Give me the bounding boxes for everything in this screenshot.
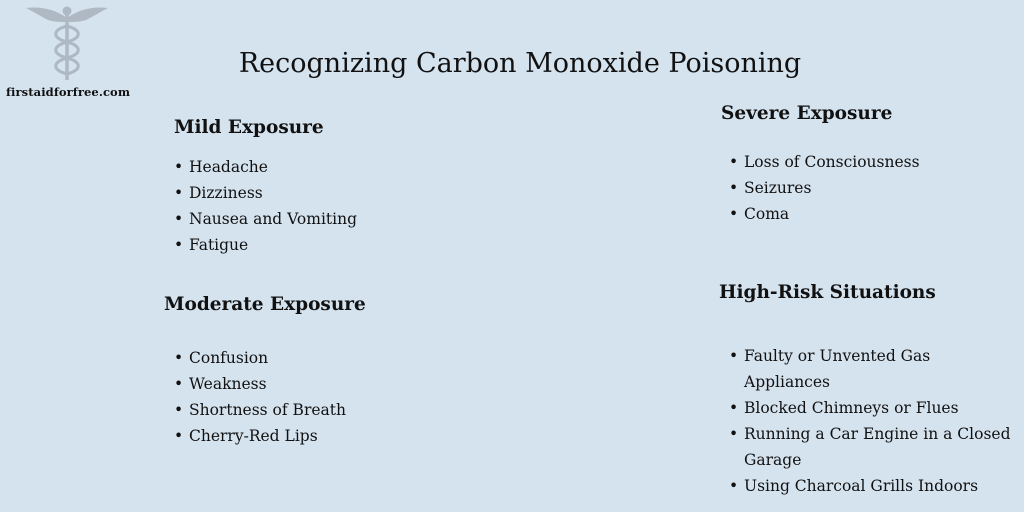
situation-list [729, 343, 1019, 499]
list-item: • Nausea and Vomiting [174, 206, 357, 232]
symptom-list [174, 345, 366, 449]
list-item: • Blocked Chimneys or Flues [729, 395, 1019, 421]
site-name: firstaidforfree.com [6, 85, 131, 99]
list-item: • Coma [729, 201, 920, 227]
symptom-list [729, 149, 920, 227]
list-item: • Shortness of Breath [174, 397, 366, 423]
section-heading: Moderate Exposure [164, 294, 366, 315]
symptom-list [174, 154, 357, 258]
high-risk-situations-section [719, 282, 1019, 499]
list-item: • Headache [174, 154, 357, 180]
section-heading: Severe Exposure [721, 103, 893, 124]
moderate-exposure-section [164, 294, 366, 449]
list-item: • Cherry-Red Lips [174, 423, 366, 449]
list-item: • Fatigue [174, 232, 357, 258]
list-item: • Confusion [174, 345, 366, 371]
list-item: • Weakness [174, 371, 366, 397]
list-item: • Loss of Consciousness [729, 149, 920, 175]
list-item: • Seizures [729, 175, 920, 201]
list-item: • Faulty or Unvented Gas Appliances [729, 343, 1019, 395]
page-title: Recognizing Carbon Monoxide Poisoning [238, 48, 802, 79]
section-heading: High-Risk Situations [719, 282, 936, 303]
section-heading: Mild Exposure [174, 117, 324, 138]
list-item: • Running a Car Engine in a Closed Garage [729, 421, 1019, 473]
list-item: • Using Charcoal Grills Indoors [729, 473, 1019, 499]
severe-exposure-section [721, 103, 920, 227]
mild-exposure-section [174, 117, 357, 258]
list-item: • Dizziness [174, 180, 357, 206]
